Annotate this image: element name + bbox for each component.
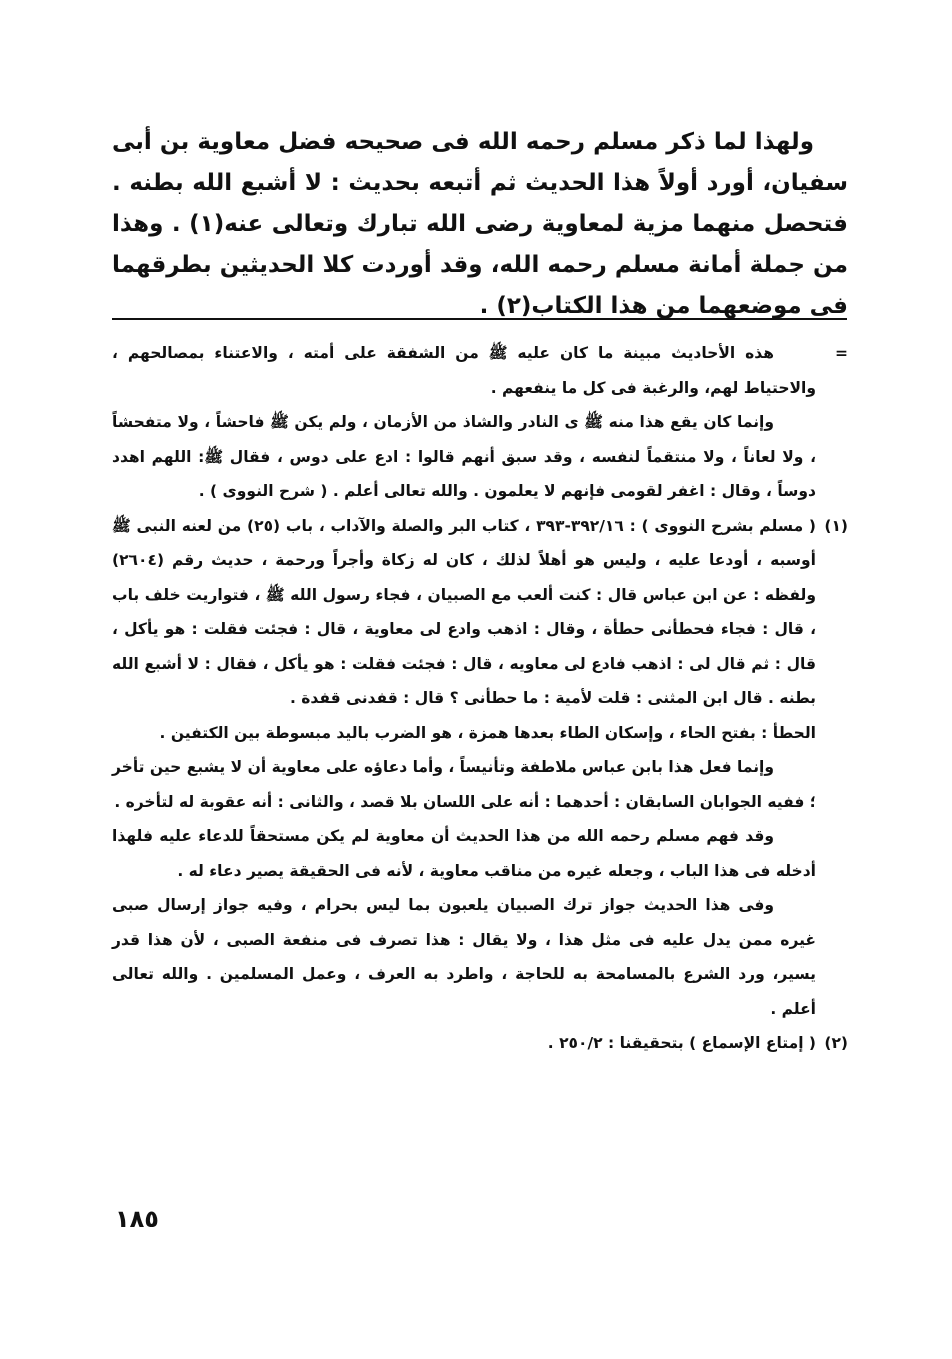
footnote-continuation bbox=[112, 336, 848, 509]
footnote-2 bbox=[112, 1026, 848, 1061]
footnotes-block bbox=[112, 336, 848, 1061]
page-number: ١٨٥ bbox=[115, 1205, 159, 1233]
footnote-paragraph: الحطأ : بفتح الحاء ، وإسكان الطاء بعدها همزة ، هو الضرب باليد مبسوطة بين الكتفين . bbox=[159, 723, 816, 742]
footnote-paragraph: وفى هذا الحديث جواز ترك الصبيان يلعبون بما ليس بحرام ، وفيه جواز إرسال صبى غيره ممن يدل عليه فى مثل هذا ، ولا يقال : هذا تصرف فى منفعة الصبى ، لأن هذا قدر يسير، ورد الشرع بالمسامحة به للحاجة ، واطرد به العرف ، وعمل المسلمين . والله تعالى أعلم . bbox=[112, 896, 816, 1018]
main-text-block bbox=[112, 122, 848, 327]
continuation-mark: = bbox=[835, 344, 848, 362]
footnote-separator bbox=[112, 318, 847, 320]
footnote-paragraph: وإنما فعل هذا بابن عباس ملاطفة وتأنيساً ، وأما دعاؤه على معاوية أن لا يشبع حين تأخر ؛ ففيه الجوابان السابقان : أحدهما : أنه على اللسان بلا قصد ، والثانى : أنه عقوبة له لتأخره . bbox=[112, 758, 816, 811]
main-paragraph: ولهذا لما ذكر مسلم رحمه الله فى صحيحه فضل معاوية بن أبى سفيان، أورد أولاً هذا الحديث ثم أتبعه بحديث : لا أشبع الله بطنه . فتحصل منهما مزية لمعاوية رضى الله تبارك وتعالى عنه(١) . وهذا من جملة أمانة مسلم رحمه الله، وقد أوردت كلا الحديثين بطرقهما فى موضعهما من هذا الكتاب(٢) . bbox=[112, 129, 848, 319]
footnote-paragraph: وإنما كان يقع هذا منه ﷺ ى النادر والشاذ من الأزمان ، ولم يكن ﷺ فاحشاً ، ولا متفحشاً ، ولا لعاناً ، ولا منتقماً لنفسه ، وقد سبق أنهم قالوا : ادع على دوس ، فقال ﷺ: اللهم اهدد دوساً ، وقال : اغفر لقومى فإنهم لا يعلمون . والله تعالى أعلم . ( شرح النووى ) . bbox=[112, 413, 816, 500]
footnote-2-mark: (٢) bbox=[824, 1034, 848, 1052]
footnote-paragraph: وقد فهم مسلم رحمه الله من هذا الحديث أن معاوية لم يكن مستحقاً للدعاء عليه فلهذا أدخله فى هذا الباب ، وجعله غيره من مناقب معاوية ، لأنه فى الحقيقة يصير دعاء له . bbox=[112, 827, 816, 880]
footnote-1 bbox=[112, 509, 848, 1027]
footnote-paragraph: ( إمتاع الإسماع ) بتحقيقنا : ٢٥٠/٢ . bbox=[547, 1034, 816, 1052]
footnote-paragraph: هذه الأحاديث مبينة ما كان عليه ﷺ من الشفقة على أمته ، والاعتناء بمصالحهم ، والاحتياط لهم، والرغبة فى كل ما ينفعهم . bbox=[112, 344, 816, 397]
footnote-paragraph: ( مسلم بشرح النووى ) : ٣٩٢/١٦-٣٩٣ ، كتاب البر والصلة والآداب ، باب (٢٥) من لعنه النبى ﷺ أوسبه ، أودعا عليه ، وليس هو أهلاً لذلك ، كان له زكاة وأجراً ورحمة ، حديث رقم (٢٦٠٤) ولفظه : عن ابن عباس قال : كنت ألعب مع الصبيان ، فجاء رسول الله ﷺ ، فتواريت خلف باب ، قال : فجاء فحطأنى حطأة ، وقال : اذهب وادع لى معاوية ، قال : فجئت فقلت : هو يأكل ، قال : ثم قال لى : اذهب فادع لى معاويه ، قال : فجئت فقلت : هو يأكل ، فقال : لا أشبع الله بطنه . قال ابن المثنى : قلت لأمية : ما حطأنى ؟ قال : قفدنى قفدة . bbox=[112, 516, 816, 707]
footnote-1-mark: (١) bbox=[824, 516, 848, 535]
